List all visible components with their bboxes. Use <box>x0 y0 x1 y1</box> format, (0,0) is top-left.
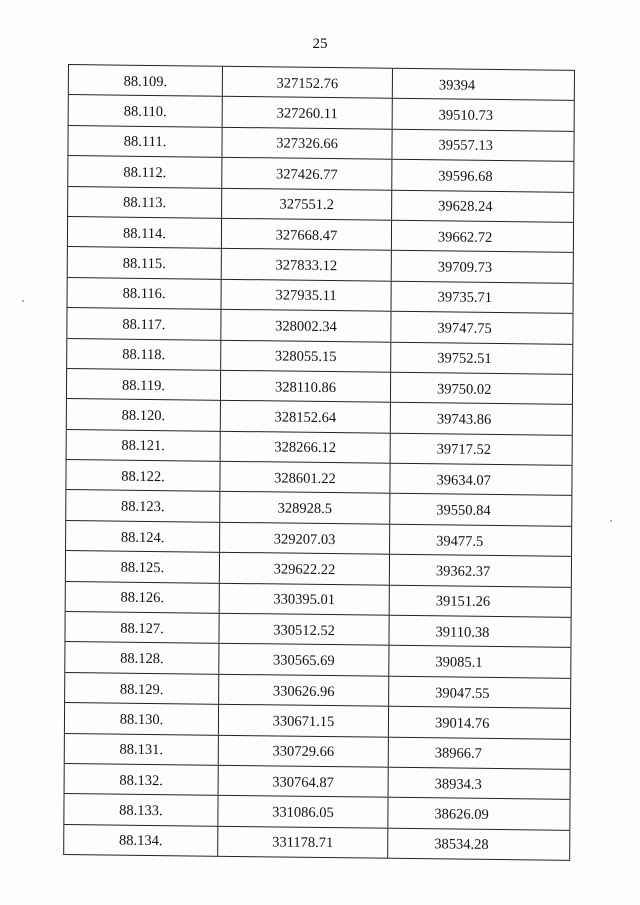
point-number-cell: 88.110. <box>69 95 223 126</box>
point-number-cell: 88.126. <box>66 582 220 613</box>
point-number-cell: 88.128. <box>65 642 219 673</box>
x-coordinate-cell: 329207.03 <box>220 523 390 554</box>
point-number-cell: 88.115. <box>68 247 222 278</box>
point-number-cell: 88.123. <box>66 490 220 521</box>
point-number-cell: 88.127. <box>65 612 219 643</box>
y-coordinate-cell: 39110.38 <box>389 616 571 648</box>
point-number-cell: 88.130. <box>65 703 219 734</box>
x-coordinate-cell: 327935.11 <box>222 280 392 311</box>
point-number-cell: 88.125. <box>66 551 220 582</box>
y-coordinate-cell: 39362.37 <box>390 555 572 587</box>
point-number-cell: 88.118. <box>67 339 221 370</box>
x-coordinate-cell: 328055.15 <box>221 340 391 371</box>
x-coordinate-cell: 328110.86 <box>221 371 391 402</box>
point-number-cell: 88.121. <box>67 430 221 461</box>
y-coordinate-cell: 39628.24 <box>392 190 574 222</box>
x-coordinate-cell: 327551.2 <box>222 188 392 219</box>
y-coordinate-cell: 39717.52 <box>391 433 573 465</box>
x-coordinate-cell: 330729.66 <box>219 735 389 766</box>
point-number-cell: 88.119. <box>67 369 221 400</box>
y-coordinate-cell: 38534.28 <box>388 829 570 861</box>
y-coordinate-cell: 38626.09 <box>388 798 570 830</box>
x-coordinate-cell: 327426.77 <box>222 158 392 189</box>
y-coordinate-cell: 39752.51 <box>391 342 573 374</box>
x-coordinate-cell: 330395.01 <box>220 583 390 614</box>
x-coordinate-cell: 327326.66 <box>222 128 392 159</box>
y-coordinate-cell: 39151.26 <box>390 585 572 617</box>
point-number-cell: 88.134. <box>64 825 218 856</box>
y-coordinate-cell: 39047.55 <box>389 677 571 709</box>
y-coordinate-cell: 39014.76 <box>389 707 571 739</box>
x-coordinate-cell: 328152.64 <box>221 401 391 432</box>
x-coordinate-cell: 329622.22 <box>220 553 390 584</box>
x-coordinate-cell: 328928.5 <box>220 492 390 523</box>
x-coordinate-cell: 331086.05 <box>218 796 388 827</box>
point-number-cell: 88.129. <box>65 673 219 704</box>
scan-speck <box>610 520 612 522</box>
y-coordinate-cell: 39662.72 <box>392 221 574 253</box>
y-coordinate-cell: 39596.68 <box>392 160 574 192</box>
x-coordinate-cell: 330565.69 <box>219 644 389 675</box>
y-coordinate-cell: 39085.1 <box>389 646 571 678</box>
point-number-cell: 88.132. <box>65 764 219 795</box>
page-number: 25 <box>312 36 328 52</box>
point-number-cell: 88.133. <box>64 794 218 825</box>
point-number-cell: 88.113. <box>68 187 222 218</box>
x-coordinate-cell: 330764.87 <box>219 766 389 797</box>
x-coordinate-cell: 327833.12 <box>222 249 392 280</box>
point-number-cell: 88.120. <box>67 399 221 430</box>
y-coordinate-cell: 39394 <box>393 69 575 101</box>
x-coordinate-cell: 330671.15 <box>219 705 389 736</box>
point-number-cell: 88.112. <box>68 156 222 187</box>
point-number-cell: 88.114. <box>68 217 222 248</box>
point-number-cell: 88.124. <box>66 521 220 552</box>
y-coordinate-cell: 39510.73 <box>393 99 575 131</box>
y-coordinate-cell: 39743.86 <box>391 403 573 435</box>
y-coordinate-cell: 39477.5 <box>390 525 572 557</box>
x-coordinate-cell: 327668.47 <box>222 219 392 250</box>
y-coordinate-cell: 39709.73 <box>392 251 574 283</box>
x-coordinate-cell: 331178.71 <box>218 827 388 858</box>
x-coordinate-cell: 327260.11 <box>223 97 393 128</box>
point-number-cell: 88.131. <box>65 734 219 765</box>
point-number-cell: 88.109. <box>69 65 223 96</box>
point-number-cell: 88.116. <box>68 278 222 309</box>
y-coordinate-cell: 38966.7 <box>389 737 571 769</box>
x-coordinate-cell: 328266.12 <box>221 431 391 462</box>
point-number-cell: 88.122. <box>66 460 220 491</box>
x-coordinate-cell: 328002.34 <box>221 310 391 341</box>
scan-speck <box>22 300 24 302</box>
y-coordinate-cell: 39747.75 <box>391 312 573 344</box>
y-coordinate-cell: 38934.3 <box>389 768 571 800</box>
y-coordinate-cell: 39550.84 <box>390 494 572 526</box>
point-number-cell: 88.111. <box>68 126 222 157</box>
y-coordinate-cell: 39557.13 <box>392 130 574 162</box>
y-coordinate-cell: 39634.07 <box>390 464 572 496</box>
x-coordinate-cell: 330626.96 <box>219 675 389 706</box>
point-number-cell: 88.117. <box>67 308 221 339</box>
y-coordinate-cell: 39750.02 <box>391 373 573 405</box>
table-row <box>64 825 570 861</box>
x-coordinate-cell: 330512.52 <box>219 614 389 645</box>
y-coordinate-cell: 39735.71 <box>392 282 574 314</box>
x-coordinate-cell: 328601.22 <box>220 462 390 493</box>
x-coordinate-cell: 327152.76 <box>223 67 393 98</box>
coordinates-table <box>63 64 575 861</box>
